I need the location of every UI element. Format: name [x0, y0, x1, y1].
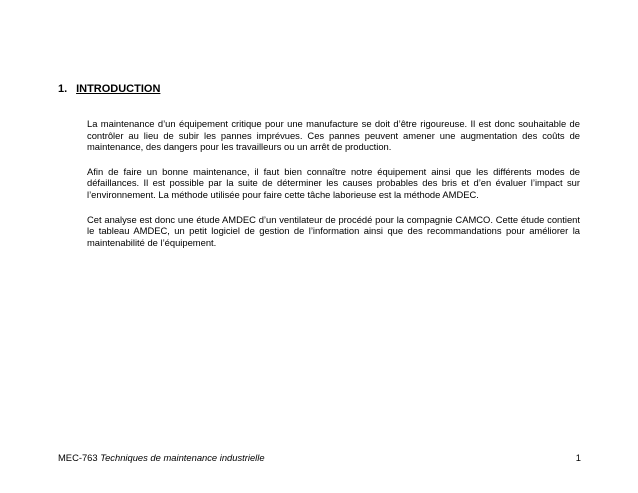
- footer-course-code: MEC-763: [58, 452, 98, 463]
- page-number: 1: [575, 452, 581, 463]
- section-title: INTRODUCTION: [76, 83, 161, 95]
- page-footer: [58, 452, 581, 464]
- paragraph-3: Cet analyse est donc une étude AMDEC d’un ventilateur de procédé pour la compagnie CAMCO. Cette étude contient le tableau AMDEC, un petit logiciel de gestion de l’information ainsi que des recommandations pour améliorer la maintenabilité de l’équipement.: [87, 213, 580, 248]
- section-heading: [58, 83, 160, 96]
- paragraph-1: La maintenance d’un équipement critique pour une manufacture se doit d’être rigoureuse. Il est donc souhaitable de contrôler au lieu de subir les pannes imprévues. Ces pannes peuvent amener une augmentation des coûts de maintenance, des dangers pour les travailleurs ou un arrêt de production.: [87, 118, 580, 153]
- footer-course-title: Techniques de maintenance industrielle: [100, 452, 265, 463]
- footer-course: [58, 452, 265, 464]
- section-number: 1.: [58, 83, 68, 95]
- paragraph-2: Afin de faire un bonne maintenance, il faut bien connaître notre équipement ainsi que les différents modes de défaillances. Il est possible par la suite de déterminer les causes probables des bris et d’en évaluer l’impact sur l’environnement. La méthode utilisée pour faire cette tâche laborieuse est la méthode AMDEC.: [87, 165, 580, 200]
- section-body: [87, 118, 580, 261]
